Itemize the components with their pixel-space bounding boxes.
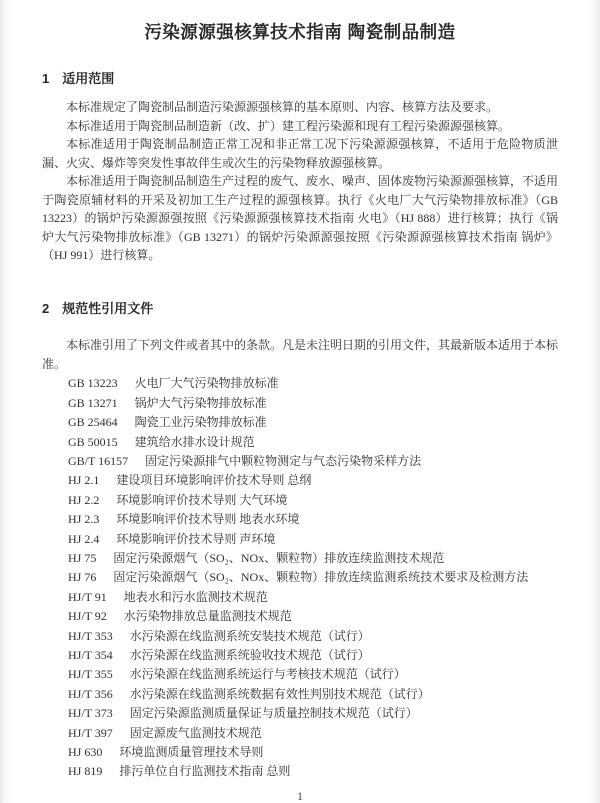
reference-title: 火电厂大气污染物排放标准	[134, 376, 279, 391]
page-number: 1	[297, 790, 303, 803]
reference-item	[68, 510, 558, 529]
section-scope-heading	[42, 71, 558, 87]
scope-paragraphs	[42, 98, 558, 265]
reference-title: 固定源废气监测技术规范	[129, 725, 262, 740]
reference-title: 环境监测质量管理技术导则	[119, 745, 264, 760]
reference-code: GB/T 16157	[68, 453, 129, 468]
reference-title: 水污染物排放总量监测技术规范	[123, 609, 292, 624]
reference-code: HJ/T 356	[68, 686, 113, 701]
reference-code: HJ 630	[68, 745, 103, 760]
reference-title: 锅炉大气污染物排放标准	[134, 395, 267, 410]
reference-item	[68, 374, 558, 393]
reference-item	[68, 568, 558, 587]
reference-code: HJ/T 354	[68, 648, 113, 662]
reference-item	[68, 433, 558, 452]
reference-item	[68, 549, 558, 568]
reference-title: 固定污染源烟气（SO₂、NOx、颗粒物）排放连续监测系统技术要求及检测方法	[113, 570, 529, 585]
reference-code: HJ 2.4	[68, 531, 100, 546]
reference-code: HJ/T 91	[68, 589, 107, 604]
scope-paragraph: 本标准适用于陶瓷制品制造生产过程的废气、废水、噪声、固体废物污染源源强核算，不适用于陶瓷原辅材料的开采及初加工生产过程的源强核算。执行《火电厂大气污染物排放标准》（GB 13223）的锅炉污染源源强按照《污染源源强核算技术指南 火电》（HJ 888）进行核算；执行《锅炉大气污染物排放标准》（GB 13271）的锅炉污染源源强按照《污染源源强核算技术指南 锅炉》（HJ 991）进行核算。	[42, 174, 559, 262]
section-scope-heading-label: 适用范围	[62, 71, 115, 86]
scope-paragraph: 本标准规定了陶瓷制品制造污染源源强核算的基本原则、内容、核算方法及要求。	[66, 100, 499, 114]
reference-title: 水污染源在线监测系统数据有效性判别技术规范（试行）	[129, 686, 430, 701]
reference-code: HJ/T 373	[68, 706, 113, 721]
reference-item	[68, 627, 558, 646]
reference-title: 建设项目环境影响评价技术导则 总纲	[116, 473, 312, 488]
references-list	[68, 374, 558, 782]
page-title: 污染源源强核算技术指南 陶瓷制品制造	[144, 22, 456, 42]
reference-item	[68, 413, 558, 432]
reference-item	[68, 588, 558, 607]
section-references-number: 2	[42, 300, 50, 316]
reference-item	[68, 530, 558, 549]
reference-title: 环境影响评价技术导则 地表水环境	[116, 512, 300, 527]
reference-code: HJ/T 92	[68, 609, 107, 624]
reference-item	[68, 685, 558, 704]
section-scope	[42, 71, 558, 265]
reference-item	[68, 646, 558, 665]
reference-code: HJ 75	[68, 550, 97, 565]
scope-paragraph: 本标准适用于陶瓷制品制造正常工况和非正常工况下污染源源强核算，不适用于危险物质泄漏、火灾、爆炸等突发性事故伴生或次生的污染物释放源强核算。	[42, 137, 558, 170]
reference-code: GB 50015	[68, 434, 118, 449]
section-references	[42, 301, 558, 782]
reference-item	[68, 704, 558, 723]
reference-code: HJ/T 397	[68, 725, 113, 740]
reference-item	[68, 665, 558, 684]
reference-code: GB 13271	[68, 395, 118, 410]
reference-code: HJ 819	[68, 764, 103, 779]
reference-title: 环境影响评价技术导则 声环境	[116, 531, 276, 546]
reference-title: 水污染源在线监测系统安装技术规范（试行）	[129, 628, 370, 643]
reference-item	[68, 471, 558, 490]
reference-code: GB 25464	[68, 415, 118, 430]
section-scope-number: 1	[42, 71, 50, 86]
reference-title: 陶瓷工业污染物排放标准	[134, 415, 267, 430]
reference-item	[68, 762, 558, 781]
reference-code: HJ 76	[68, 570, 97, 585]
reference-title: 排污单位自行监测技术指南 总则	[119, 764, 291, 779]
references-intro: 本标准引用了下列文件或者其中的条款。凡是未注明日期的引用文件，其最新版本适用于本标准。	[42, 337, 559, 371]
reference-item	[68, 452, 558, 471]
section-references-heading-label: 规范性引用文件	[62, 300, 154, 316]
reference-title: 固定污染源监测质量保证与质量控制技术规范（试行）	[129, 706, 418, 721]
reference-item	[68, 607, 558, 626]
reference-code: HJ/T 353	[68, 628, 113, 643]
reference-title: 地表水和污水监测技术规范	[123, 589, 268, 604]
reference-title: 水污染源在线监测系统验收技术规范（试行）	[129, 648, 370, 662]
reference-item	[68, 743, 558, 762]
reference-code: GB 13223	[68, 376, 118, 391]
reference-code: HJ 2.2	[68, 492, 100, 507]
reference-title: 环境影响评价技术导则 大气环境	[116, 492, 288, 507]
reference-item	[68, 491, 558, 510]
reference-title: 固定污染源烟气（SO₂、NOx、颗粒物）排放连续监测技术规范	[113, 550, 445, 565]
reference-code: HJ 2.3	[68, 512, 100, 527]
reference-item	[68, 724, 558, 743]
section-references-heading	[42, 301, 558, 317]
reference-title: 固定污染源排气中颗粒物测定与气态污染物采样方法	[145, 453, 422, 468]
reference-code: HJ/T 355	[68, 667, 113, 682]
reference-code: HJ 2.1	[68, 473, 100, 488]
reference-item	[68, 394, 558, 413]
reference-title: 建筑给水排水设计规范	[134, 434, 255, 449]
scope-paragraph: 本标准适用于陶瓷制品制造新（改、扩）建工程污染源和现有工程污染源源强核算。	[66, 118, 511, 133]
reference-title: 水污染源在线监测系统运行与考核技术规范（试行）	[129, 667, 406, 682]
